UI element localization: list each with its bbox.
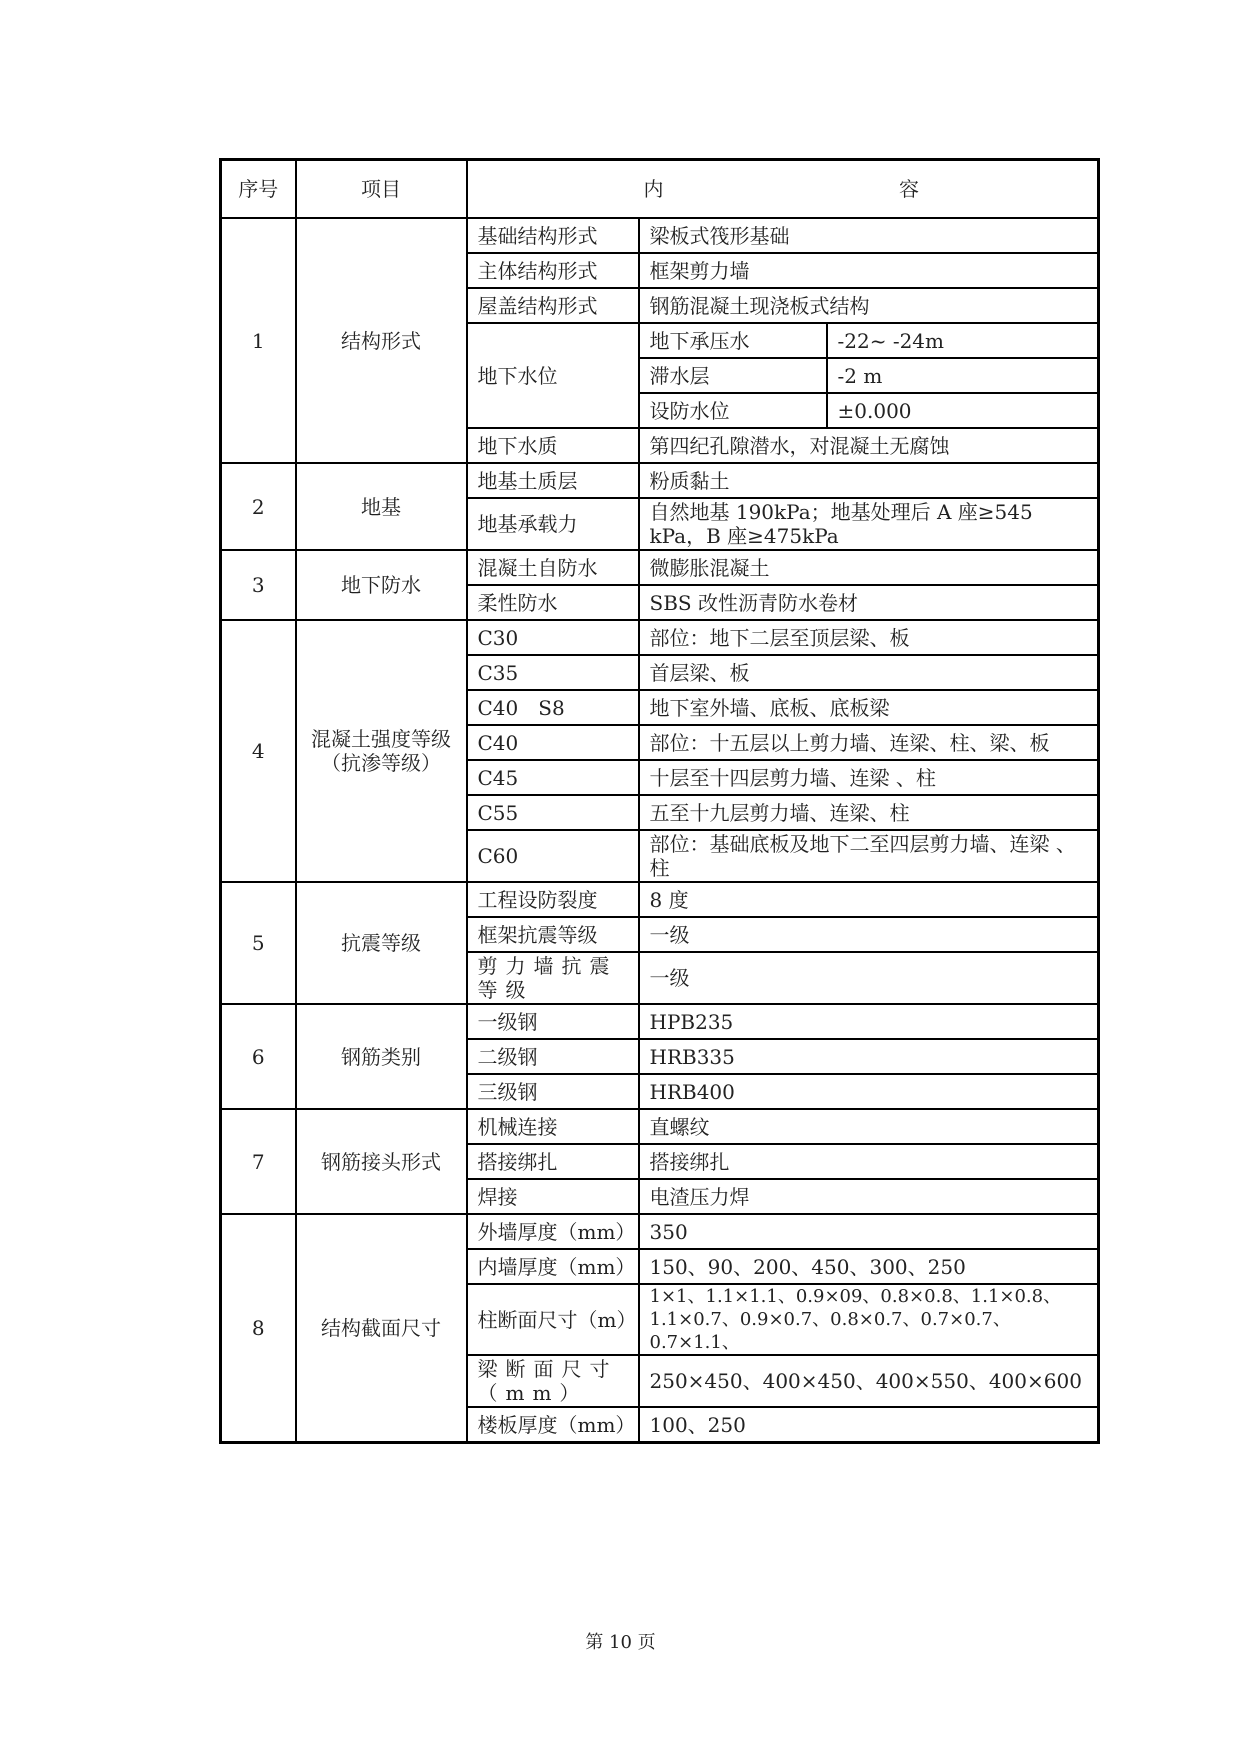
header-item: 项目 bbox=[296, 160, 467, 219]
header-no: 序号 bbox=[221, 160, 296, 219]
sub-item: 外墙厚度（mm） bbox=[467, 1214, 639, 1249]
content-cell: 搭接绑扎 bbox=[639, 1144, 1099, 1179]
sub-item: 地基土质层 bbox=[467, 463, 639, 498]
table-row bbox=[221, 1109, 1099, 1144]
header-content bbox=[467, 160, 1099, 219]
table-row bbox=[221, 463, 1099, 498]
content-cell: 粉质黏土 bbox=[639, 463, 1099, 498]
content-cell: 梁板式筏形基础 bbox=[639, 218, 1099, 253]
sub-item: 混凝土自防水 bbox=[467, 550, 639, 585]
content-cell: 250×450、400×450、400×550、400×600 bbox=[639, 1355, 1099, 1407]
table-row bbox=[221, 218, 1099, 253]
sub-item: 搭接绑扎 bbox=[467, 1144, 639, 1179]
group-no: 1 bbox=[221, 218, 296, 463]
content-cell: 1×1、1.1×1.1、0.9×09、0.8×0.8、1.1×0.8、1.1×0.7、0.9×0.7、0.8×0.7、0.7×0.7、0.7×1.1、 bbox=[639, 1284, 1099, 1355]
content-cell: 第四纪孔隙潜水，对混凝土无腐蚀 bbox=[639, 428, 1099, 463]
group-item: 结构截面尺寸 bbox=[296, 1214, 467, 1443]
sub-item: 梁断面尺寸（mm） bbox=[467, 1355, 639, 1407]
content-cell: 微膨胀混凝土 bbox=[639, 550, 1099, 585]
header-content-a: 内 bbox=[643, 177, 664, 201]
sub-item: C60 bbox=[467, 830, 639, 882]
content-cell: HRB400 bbox=[639, 1074, 1099, 1109]
table-row bbox=[221, 550, 1099, 585]
sub-item: 内墙厚度（mm） bbox=[467, 1249, 639, 1284]
content-cell: 部位：地下二层至顶层梁、板 bbox=[639, 620, 1099, 655]
sub-item: 柔性防水 bbox=[467, 585, 639, 620]
sub-item: C35 bbox=[467, 655, 639, 690]
group-item: 钢筋接头形式 bbox=[296, 1109, 467, 1214]
nested-label: 滞水层 bbox=[639, 358, 827, 393]
table-row bbox=[221, 882, 1099, 917]
group-no: 6 bbox=[221, 1004, 296, 1109]
content-cell: 一级 bbox=[639, 917, 1099, 952]
sub-item: 一级钢 bbox=[467, 1004, 639, 1039]
sub-item: C40 bbox=[467, 725, 639, 760]
content-cell: 地下室外墙、底板、底板梁 bbox=[639, 690, 1099, 725]
group-no: 2 bbox=[221, 463, 296, 550]
group-item: 地下防水 bbox=[296, 550, 467, 620]
sub-item: 地下水位 bbox=[467, 323, 639, 428]
content-cell: 电渣压力焊 bbox=[639, 1179, 1099, 1214]
sub-item: 主体结构形式 bbox=[467, 253, 639, 288]
sub-item: 楼板厚度（mm） bbox=[467, 1407, 639, 1443]
nested-label: 地下承压水 bbox=[639, 323, 827, 358]
sub-item: 屋盖结构形式 bbox=[467, 288, 639, 323]
sub-item: 地下水质 bbox=[467, 428, 639, 463]
group-no: 5 bbox=[221, 882, 296, 1004]
group-item: 混凝土强度等级（抗渗等级） bbox=[296, 620, 467, 882]
sub-item: 地基承载力 bbox=[467, 498, 639, 550]
table-row bbox=[221, 1214, 1099, 1249]
sub-item: 基础结构形式 bbox=[467, 218, 639, 253]
sub-item: 三级钢 bbox=[467, 1074, 639, 1109]
sub-item: 框架抗震等级 bbox=[467, 917, 639, 952]
group-item: 抗震等级 bbox=[296, 882, 467, 1004]
group-no: 3 bbox=[221, 550, 296, 620]
sub-item: C30 bbox=[467, 620, 639, 655]
sub-item: 柱断面尺寸（m） bbox=[467, 1284, 639, 1355]
group-no: 8 bbox=[221, 1214, 296, 1443]
content-cell: 首层梁、板 bbox=[639, 655, 1099, 690]
content-cell: 直螺纹 bbox=[639, 1109, 1099, 1144]
group-item: 地基 bbox=[296, 463, 467, 550]
content-cell: SBS 改性沥青防水卷材 bbox=[639, 585, 1099, 620]
sub-item: 二级钢 bbox=[467, 1039, 639, 1074]
page-number: 第 10 页 bbox=[585, 1632, 656, 1653]
content-cell: 钢筋混凝土现浇板式结构 bbox=[639, 288, 1099, 323]
content-cell: 部位：基础底板及地下二至四层剪力墙、连梁 、柱 bbox=[639, 830, 1099, 882]
group-item: 结构形式 bbox=[296, 218, 467, 463]
header-content-b: 容 bbox=[899, 177, 920, 201]
structure-spec-table bbox=[219, 158, 1100, 1444]
nested-value: -22~ -24m bbox=[827, 323, 1099, 358]
content-cell: 五至十九层剪力墙、连梁、柱 bbox=[639, 795, 1099, 830]
content-cell: 350 bbox=[639, 1214, 1099, 1249]
nested-label: 设防水位 bbox=[639, 393, 827, 428]
content-cell: 150、90、200、450、300、250 bbox=[639, 1249, 1099, 1284]
content-cell: 100、250 bbox=[639, 1407, 1099, 1443]
content-cell: 一级 bbox=[639, 952, 1099, 1004]
nested-value: ±0.000 bbox=[827, 393, 1099, 428]
content-cell: 部位：十五层以上剪力墙、连梁、柱、梁、板 bbox=[639, 725, 1099, 760]
content-cell: HRB335 bbox=[639, 1039, 1099, 1074]
content-cell: 十层至十四层剪力墙、连梁 、柱 bbox=[639, 760, 1099, 795]
content-cell: 8 度 bbox=[639, 882, 1099, 917]
group-no: 7 bbox=[221, 1109, 296, 1214]
sub-item: C55 bbox=[467, 795, 639, 830]
sub-item: C45 bbox=[467, 760, 639, 795]
sub-item: 机械连接 bbox=[467, 1109, 639, 1144]
table-row bbox=[221, 1004, 1099, 1039]
sub-item: C40 S8 bbox=[467, 690, 639, 725]
group-item: 钢筋类别 bbox=[296, 1004, 467, 1109]
table-header-row bbox=[221, 160, 1099, 219]
content-cell: 自然地基 190kPa；地基处理后 A 座≥545 kPa，B 座≥475kPa bbox=[639, 498, 1099, 550]
group-no: 4 bbox=[221, 620, 296, 882]
sub-item: 工程设防裂度 bbox=[467, 882, 639, 917]
content-cell: HPB235 bbox=[639, 1004, 1099, 1039]
table-row bbox=[221, 620, 1099, 655]
content-cell: 框架剪力墙 bbox=[639, 253, 1099, 288]
sub-item: 焊接 bbox=[467, 1179, 639, 1214]
nested-value: -2 m bbox=[827, 358, 1099, 393]
sub-item: 剪力墙抗震等级 bbox=[467, 952, 639, 1004]
